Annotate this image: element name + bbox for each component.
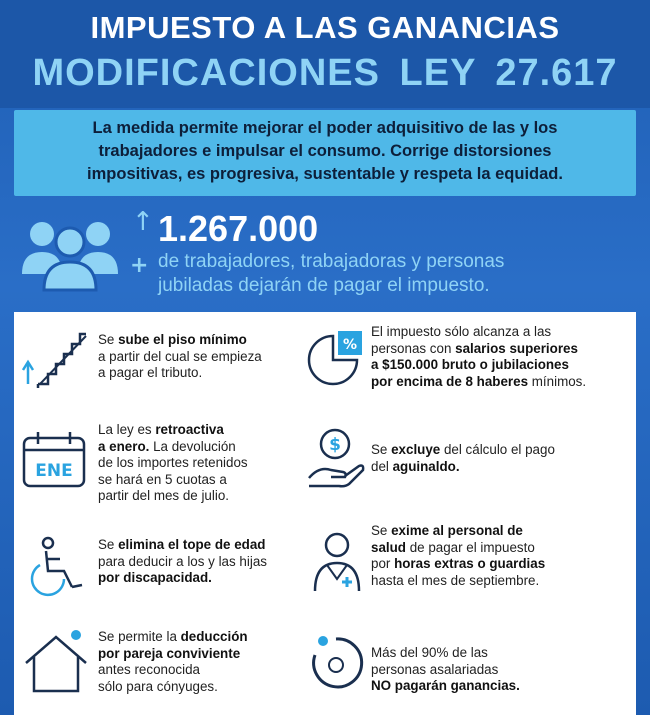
people-group-icon xyxy=(20,207,154,292)
intro-line-1: La medida permite mejorar el poder adquisitivo de las y los xyxy=(92,119,558,137)
hand-coin-icon xyxy=(305,426,367,490)
item-pareja-conviviente-text: Se permite la deducción por pareja conviviente antes reconocida sólo para cónyuges. xyxy=(98,629,248,694)
title-line-2: MODIFICACIONES LEY 27.617 xyxy=(32,52,618,94)
intro-line-2: trabajadores e impulsar el consumo. Corrige distorsiones xyxy=(98,142,552,160)
item-aguinaldo xyxy=(299,412,636,512)
title-line-1: IMPUESTO A LAS GANANCIAS xyxy=(90,10,560,45)
svg-text:$: $ xyxy=(329,435,341,455)
item-personal-salud-text: Se exime al personal de salud de pagar el impuesto por horas extras o guardias hasta el mes de septiembre. xyxy=(371,523,546,588)
item-tope-edad xyxy=(14,517,314,612)
item-retroactiva-text: La ley es retroactiva a enero. La devolución de los importes retenidos se hará en 5 cuotas a partir del mes de julio. xyxy=(98,422,248,503)
plus-icon: + xyxy=(130,253,149,278)
header-banner xyxy=(0,0,650,108)
arrow-up-icon: ↑ xyxy=(132,207,154,237)
item-salarios-text: El impuesto sólo alcanza a las personas con salarios superiores a $150.000 bruto o jubilaciones por encima de 8 haberes mínimos. xyxy=(371,324,587,389)
item-piso-text: Se sube el piso mínimo a partir del cual se empieza a pagar el tributo. xyxy=(98,332,262,380)
item-pareja-conviviente xyxy=(14,617,314,715)
stat-desc-line-1: de trabajadores, trabajadoras y personas xyxy=(158,251,505,272)
item-salarios xyxy=(299,312,636,412)
item-asalariadas xyxy=(299,617,636,715)
percent-pie-icon xyxy=(305,328,365,388)
wheelchair-icon xyxy=(30,537,88,599)
intro-line-3: impositivas, es progresiva, sustentable y respeta la equidad. xyxy=(87,165,563,183)
item-personal-salud xyxy=(299,517,636,612)
stat-desc-line-2: jubiladas dejarán de pagar el impuesto. xyxy=(158,275,490,296)
intro-box xyxy=(14,110,636,196)
stairs-icon xyxy=(22,326,90,388)
progress-ring-icon xyxy=(307,633,365,693)
stat-number: 1.267.000 xyxy=(158,208,319,249)
item-aguinaldo-text: Se excluye del cálculo el pago del aguinaldo. xyxy=(371,442,555,474)
measures-panel xyxy=(14,312,636,715)
item-asalariadas-text: Más del 90% de las personas asalariadas NO pagarán ganancias. xyxy=(371,645,520,693)
svg-text:ENE: ENE xyxy=(35,461,73,481)
calendar-icon xyxy=(22,430,88,490)
stat-description xyxy=(158,250,638,298)
item-retroactiva xyxy=(14,412,314,512)
house-icon xyxy=(22,629,90,695)
item-tope-edad-text: Se elimina el tope de edad para deducir a los y las hijas por discapacidad. xyxy=(98,537,267,585)
item-piso-minimo xyxy=(14,312,314,412)
svg-text:%: % xyxy=(342,337,358,353)
health-worker-icon xyxy=(311,531,363,593)
